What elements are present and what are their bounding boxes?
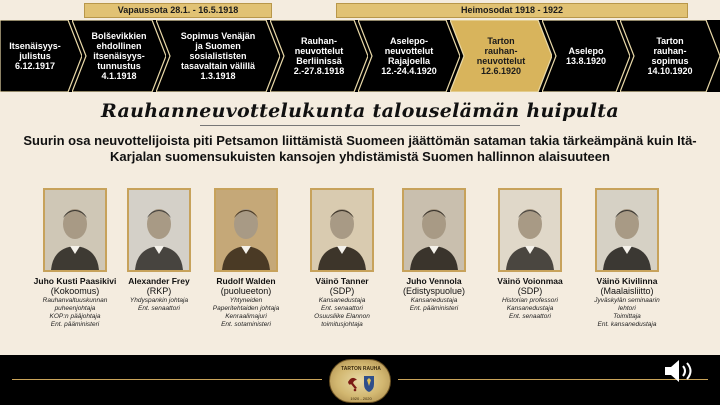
timeline-item-label: Rauhan- neuvottelut Berliinissä 2.-27.8.1918 bbox=[293, 36, 345, 76]
negotiator-party: (Kokoomus) bbox=[50, 286, 100, 296]
negotiator-card bbox=[480, 188, 580, 321]
portrait-icon bbox=[500, 190, 560, 270]
timeline-item-label: Bolševikkien ehdollinen itsenäisyys- tunnustus 4.1.1918 bbox=[91, 31, 147, 81]
timeline-item[interactable] bbox=[0, 20, 82, 92]
portrait-icon bbox=[45, 190, 105, 270]
negotiator-name: Väinö Tanner bbox=[315, 276, 369, 286]
negotiator-roles: Historian professori Kansanedustaja Ent. senaattori bbox=[502, 297, 558, 320]
timeline-item[interactable] bbox=[358, 20, 460, 92]
timeline-item-label: Itsenäisyys- julistus 6.12.1917 bbox=[9, 41, 61, 71]
negotiator-name: Väinö Voionmaa bbox=[497, 276, 563, 286]
portrait-icon bbox=[404, 190, 464, 270]
timeline-item[interactable] bbox=[156, 20, 280, 92]
portrait-photo bbox=[402, 188, 466, 272]
negotiator-name: Juho Vennola bbox=[406, 276, 462, 286]
portrait-icon bbox=[597, 190, 657, 270]
title-underline bbox=[200, 125, 520, 126]
tarton-rauha-logo bbox=[329, 359, 391, 403]
timeline-item-label: Tarton rauhan- neuvottelut 12.6.1920 bbox=[476, 36, 526, 76]
negotiator-party: (Maalaisliitto) bbox=[600, 286, 654, 296]
portrait-photo bbox=[214, 188, 278, 272]
bottom-divider-left bbox=[12, 379, 322, 380]
portrait-icon bbox=[129, 190, 189, 270]
negotiator-roles: Yhdyspankin johtaja Ent. senaattori bbox=[129, 297, 189, 312]
negotiator-card bbox=[577, 188, 677, 329]
portrait-icon bbox=[312, 190, 372, 270]
negotiator-card bbox=[292, 188, 392, 329]
logo-years: 1920 - 2020 bbox=[350, 396, 372, 401]
negotiator-card bbox=[384, 188, 484, 313]
negotiator-roles: Kansanedustaja Ent. senaattori Osuusliike Elannon toimitusjohtaja bbox=[314, 297, 370, 328]
negotiator-roles: Rauhanvaltuuskunnan puheenjohtaja KOP:n pääjohtaja Ent. pääministeri bbox=[42, 297, 108, 328]
portrait-photo bbox=[310, 188, 374, 272]
timeline-item[interactable] bbox=[542, 20, 630, 92]
negotiator-roles: Kansanedustaja Ent. pääministeri bbox=[409, 297, 459, 312]
timeline-item-label: Tarton rauhan- sopimus 14.10.1920 bbox=[647, 36, 693, 76]
portrait-photo bbox=[595, 188, 659, 272]
negotiator-party: (SDP) bbox=[517, 286, 543, 296]
portrait-photo bbox=[498, 188, 562, 272]
timeline-item-label: Aselepo- neuvottelut Rajajoella 12.-24.4.1920 bbox=[381, 36, 437, 76]
period-bar-vapaussota: Vapaussota 28.1. - 16.5.1918 bbox=[84, 3, 272, 18]
page-title: Rauhanneuvottelukunta talouselämän huipulta bbox=[101, 100, 619, 122]
portrait-photo bbox=[43, 188, 107, 272]
timeline-item[interactable] bbox=[72, 20, 166, 92]
audio-button[interactable] bbox=[661, 356, 701, 386]
timeline-item[interactable] bbox=[270, 20, 368, 92]
negotiator-party: (puolueeton) bbox=[220, 286, 272, 296]
timeline-item[interactable] bbox=[620, 20, 720, 92]
speaker-icon bbox=[661, 356, 701, 386]
negotiator-name: Väinö Kivilinna bbox=[596, 276, 658, 286]
negotiator-card bbox=[196, 188, 296, 329]
logo-text: TARTON RAUHA bbox=[341, 366, 381, 372]
negotiator-party: (Edistyspuolue) bbox=[402, 286, 466, 296]
negotiator-party: (RKP) bbox=[146, 286, 172, 296]
negotiator-roles: Yhtyneiden Paperitehtaiden johtaja Kenraalimajuri Ent. sotaministeri bbox=[212, 297, 280, 328]
timeline-item[interactable] bbox=[450, 20, 552, 92]
portrait-photo bbox=[127, 188, 191, 272]
portrait-icon bbox=[216, 190, 276, 270]
timeline-item-label: Sopimus Venäjän ja Suomen sosialististen tasavaltain välillä 1.3.1918 bbox=[180, 31, 256, 81]
negotiator-name: Rudolf Walden bbox=[216, 276, 276, 286]
timeline-item-label: Aselepo 13.8.1920 bbox=[565, 46, 607, 66]
negotiator-card bbox=[109, 188, 209, 313]
period-bar-heimosodat: Heimosodat 1918 - 1922 bbox=[336, 3, 688, 18]
negotiator-party: (SDP) bbox=[329, 286, 355, 296]
negotiator-name: Juho Kusti Paasikivi bbox=[33, 276, 117, 286]
negotiator-name: Alexander Frey bbox=[128, 276, 190, 286]
page-subtitle: Suurin osa neuvottelijoista piti Petsamon liittämistä Suomeen jäättömän sataman takia tärkeämpänä kuin Itä-Karjalan suomensukuisten kansojen yhdistämistä Suomen hallinnon alaisuuteen bbox=[23, 133, 697, 164]
negotiator-roles: Jyväskylän seminaarin lehtori Toimittaja Ent. kansanedustaja bbox=[594, 297, 660, 328]
